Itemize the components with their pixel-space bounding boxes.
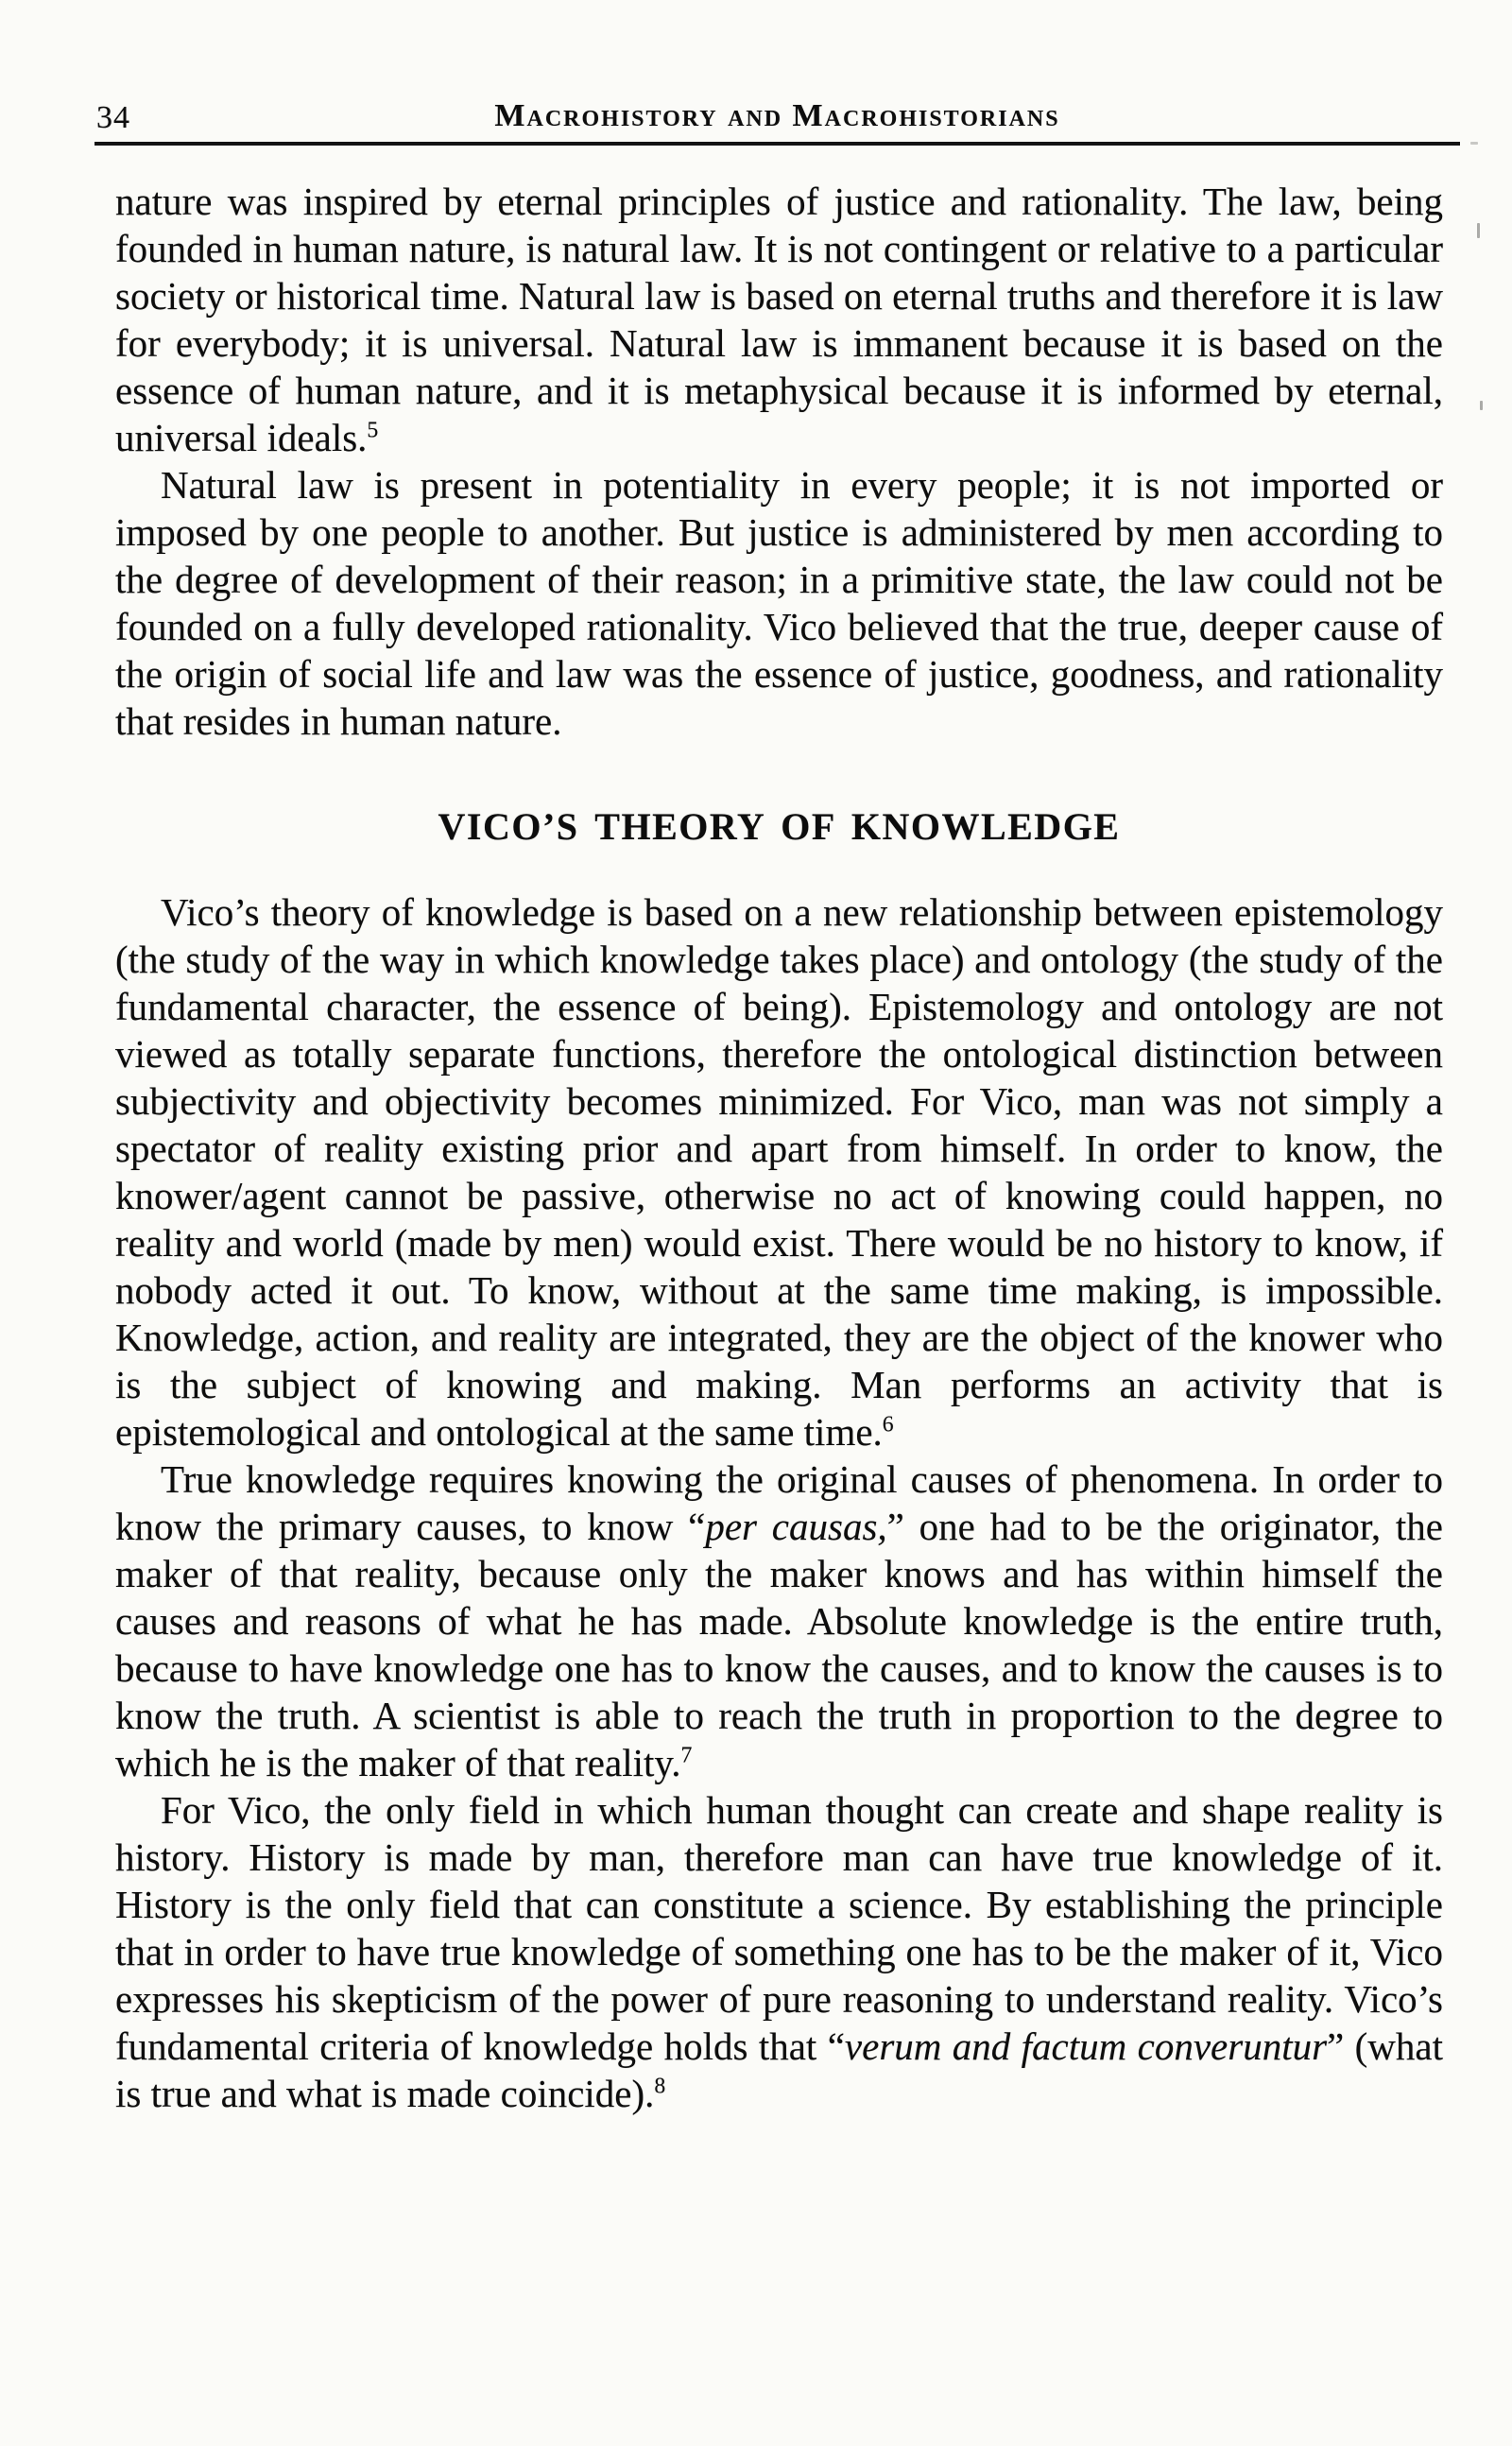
text-block xyxy=(115,178,1443,2117)
text-run: ” one had to be the originator, the maker of that reality, because only the maker knows and has within himself the causes and reasons of what he has made. Absolute knowledge is the entire truth, because to have knowledge one has to know the causes, and to know the causes is to know the truth. A scientist is able to reach the truth in proportion to the degree to which he is the maker of that reality. xyxy=(115,1505,1443,1784)
paragraph xyxy=(115,888,1443,1456)
footnote-ref: 6 xyxy=(882,1412,894,1438)
page-number: 34 xyxy=(96,100,130,135)
italic-phrase: verum and factum converuntur xyxy=(844,2024,1328,2068)
text-run: Natural law is present in potentiality in every people; it is not imported or imposed by one people to another. But justice is administered by men according to the degree of development of their reason; in a primitive state, the law could not be founded on a fully developed rationality. Vico believed that the true, deeper cause of the origin of social life and law was the essence of justice, goodness, and rationality that resides in human nature. xyxy=(115,463,1443,743)
footnote-ref: 8 xyxy=(654,2074,666,2099)
paragraph xyxy=(115,1786,1443,2117)
text-run: For Vico, the only field in which human thought can create and shape reality is history. History is made by man, therefore man can have true knowledge of it. History is the only field that can constitute a science. By establishing the principle that in order to have true knowledge of something one has to be the maker of it, Vico expresses his skepticism of the power of pure reasoning to understand reality. Vico’s fundamental criteria of knowledge holds that “ xyxy=(115,1788,1443,2068)
running-head: Macrohistory and Macrohistorians xyxy=(494,98,1060,133)
section-heading: VICO’S THEORY OF KNOWLEDGE xyxy=(438,805,1121,848)
footnote-ref: 5 xyxy=(367,418,379,443)
scan-speck xyxy=(1480,401,1483,410)
text-run: ” (what is true and what is made coincide). xyxy=(115,2024,1443,2115)
scan-speck xyxy=(1470,142,1478,145)
footnote-ref: 7 xyxy=(680,1743,693,1768)
text-run: Vico’s theory of knowledge is based on a new relationship between epistemology (the study of the way in which knowledge takes place) and ontology (the study of the fundamental character, the essence of being). Epistemology and ontology are not viewed as totally separate functions, therefore the ontological distinction between subjectivity and objectivity becomes minimized. For Vico, man was not simply a spectator of reality existing prior and apart from himself. In order to know, the knower/agent cannot be passive, otherwise no act of knowing could happen, no reality and world (made by men) would exist. There would be no history to know, if nobody acted it out. To know, without at the same time making, is impossible. Knowledge, action, and reality are integrated, they are the object of the knower who is the subject of knowing and making. Man performs an activity that is epistemological and ontological at the same time. xyxy=(115,890,1443,1454)
scan-speck xyxy=(1477,223,1480,238)
text-run: True knowledge requires knowing the original causes of phenomena. In order to know the primary causes, to know “ xyxy=(115,1457,1443,1548)
page-header xyxy=(94,98,1460,146)
text-run: nature was inspired by eternal principles of justice and rationality. The law, being founded in human nature, is natural law. It is not contingent or relative to a particular society or historical time. Natural law is based on eternal truths and therefore it is law for everybody; it is universal. Natural law is immanent because it is based on the essence of human nature, and it is metaphysical because it is informed by eternal, universal ideals. xyxy=(115,180,1443,459)
paragraph xyxy=(115,1456,1443,1786)
paragraph xyxy=(115,461,1443,745)
italic-phrase: per causas, xyxy=(705,1505,887,1548)
paragraph xyxy=(115,178,1443,461)
